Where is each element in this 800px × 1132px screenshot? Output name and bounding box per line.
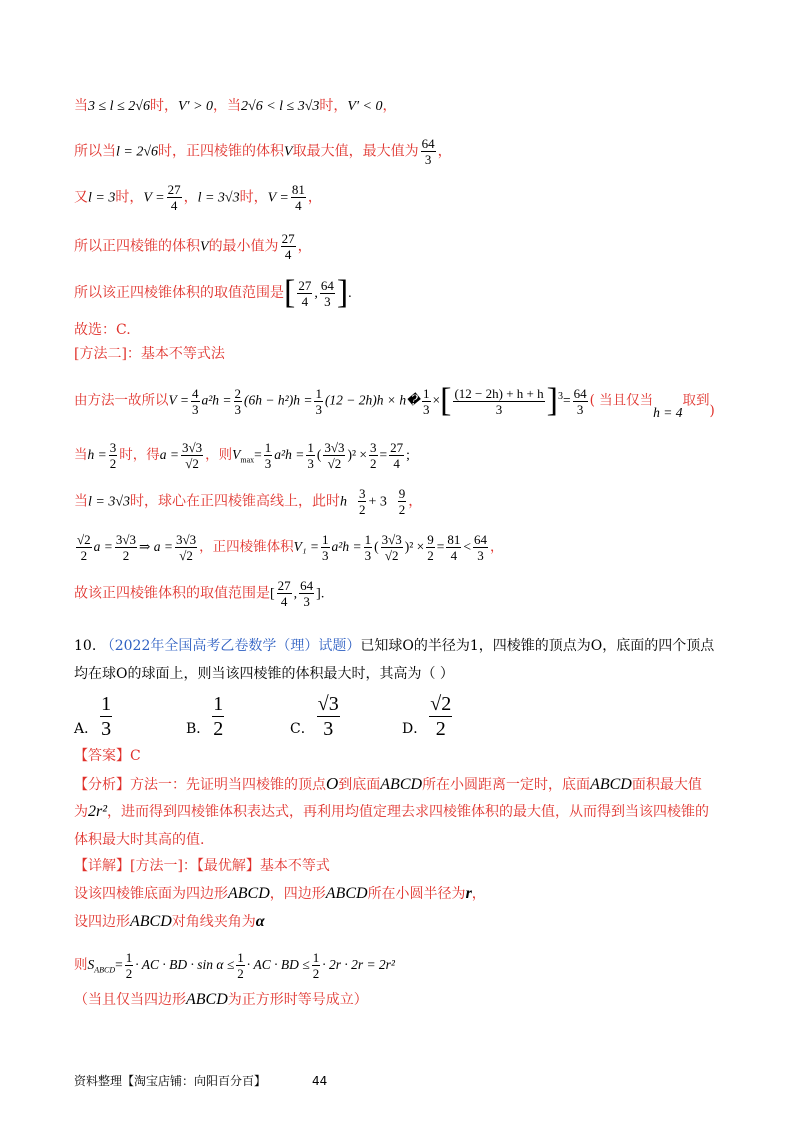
page-number: 44 bbox=[312, 1074, 328, 1088]
line-12 bbox=[74, 578, 324, 609]
math-fragment: 3 bbox=[315, 401, 322, 417]
math-fragment: V bbox=[232, 447, 241, 462]
math-fragment: ，则 bbox=[205, 447, 233, 463]
math-fragment: 【详解】[方法一]：【最优解】基本不等式 bbox=[74, 858, 330, 874]
math-fragment: ，正四棱锥体积 bbox=[199, 539, 294, 555]
math-fragment: (12 − 2h)h × h� bbox=[324, 392, 420, 408]
math-fragment: 2 bbox=[234, 385, 242, 401]
fraction bbox=[291, 182, 306, 213]
step-2 bbox=[74, 912, 265, 932]
math-fragment: · AC · BD ≤ bbox=[246, 957, 310, 972]
detail-heading bbox=[74, 856, 330, 876]
math: V bbox=[284, 144, 293, 160]
math-fragment: 3 bbox=[307, 456, 314, 471]
math-fragment: 2 bbox=[109, 456, 117, 471]
text: 所以正四棱锥的体积 bbox=[74, 238, 200, 255]
question-text: 已知球O的半径为1，四棱锥的顶点为O，底面的四个顶点 bbox=[360, 638, 715, 654]
math-fragment: 64 bbox=[474, 532, 488, 547]
math-fragment: ⇒ a = bbox=[139, 539, 173, 554]
math-fragment: √2 bbox=[327, 456, 342, 471]
math-fragment: = bbox=[115, 957, 123, 972]
fraction bbox=[212, 692, 224, 741]
math-fragment: 3 bbox=[101, 718, 112, 740]
math-fragment: + 3 bbox=[368, 494, 387, 510]
math-fragment: 3 bbox=[264, 456, 272, 471]
math-fragment: r bbox=[465, 885, 472, 902]
math-fragment: 1 bbox=[423, 385, 430, 401]
text: 的最小值为 bbox=[208, 238, 279, 255]
math-fragment: (6h − h²)h = bbox=[244, 392, 313, 408]
math-fragment: 3 bbox=[322, 548, 329, 563]
math-fragment: √2 bbox=[77, 532, 91, 547]
fraction bbox=[281, 231, 296, 262]
math-fragment: 3 bbox=[303, 594, 310, 609]
fraction bbox=[453, 386, 544, 417]
math-fragment: α bbox=[255, 913, 265, 930]
text: 当 bbox=[74, 98, 88, 114]
text: 时， bbox=[239, 189, 268, 206]
math-fragment: 9 bbox=[398, 486, 406, 501]
math-fragment: 【分析】方法一：先证明当四棱锥的顶点 bbox=[74, 777, 326, 793]
bracket: ] bbox=[546, 382, 558, 419]
fraction bbox=[115, 532, 137, 563]
fraction bbox=[389, 440, 404, 471]
question-number: 10. bbox=[74, 638, 97, 654]
math-fragment: a²h = bbox=[331, 539, 362, 554]
math-fragment: = bbox=[436, 539, 445, 554]
option-a bbox=[74, 692, 114, 741]
math: l = 3 bbox=[88, 190, 116, 206]
math-fragment: = bbox=[562, 392, 571, 408]
math-fragment: max bbox=[240, 455, 255, 465]
math-fragment: 27 bbox=[277, 578, 291, 593]
fraction bbox=[320, 278, 335, 309]
math-fragment: 3√3 bbox=[324, 440, 345, 455]
math-fragment: 3√3 bbox=[175, 532, 197, 547]
math-fragment: < bbox=[463, 539, 472, 554]
math-fragment: ; bbox=[406, 447, 410, 462]
math-fragment: = bbox=[254, 447, 262, 462]
line-9 bbox=[74, 440, 410, 471]
fraction bbox=[317, 692, 340, 741]
line-7 bbox=[74, 344, 225, 364]
text: 时， bbox=[115, 189, 144, 206]
math-fragment: ( bbox=[316, 447, 322, 462]
math-fragment: 4 bbox=[170, 198, 178, 213]
text: ， bbox=[307, 189, 322, 206]
text: 所以该正四棱锥体积的取值范围是 bbox=[74, 285, 284, 301]
math-fragment: 2 bbox=[122, 548, 130, 563]
math-fragment: 为正方形时等号成立） bbox=[227, 992, 368, 1008]
math-fragment: 2 bbox=[80, 548, 88, 563]
math-fragment: 1 bbox=[312, 950, 320, 965]
math: 3 ≤ l ≤ 2√6 bbox=[88, 99, 150, 114]
math-fragment: √2 bbox=[185, 456, 199, 471]
fraction bbox=[364, 532, 373, 563]
math: V′ < 0 bbox=[347, 99, 383, 114]
math-fragment: √2 bbox=[430, 693, 452, 715]
analysis-line-2 bbox=[74, 802, 709, 822]
math-fragment: = bbox=[379, 447, 388, 462]
fraction bbox=[421, 136, 436, 167]
line-1 bbox=[74, 96, 396, 117]
math: V = bbox=[267, 190, 289, 206]
math-fragment: ，四边形 bbox=[269, 886, 326, 902]
page-footer bbox=[74, 1072, 327, 1089]
math-fragment: 27 bbox=[390, 440, 404, 455]
line-4 bbox=[74, 231, 312, 262]
fraction bbox=[369, 440, 378, 471]
text: 时， bbox=[149, 98, 178, 114]
math-fragment: 3√3 bbox=[115, 532, 137, 547]
math-fragment: 4 bbox=[295, 198, 302, 213]
math-fragment: ABCD bbox=[590, 776, 632, 793]
math-fragment: ， bbox=[408, 493, 423, 510]
math-fragment: 3 bbox=[495, 401, 503, 417]
math-fragment: 27 bbox=[298, 277, 312, 293]
math-fragment: 4 bbox=[393, 456, 400, 471]
question-10-line-2 bbox=[74, 664, 454, 684]
options-row bbox=[74, 692, 734, 740]
math-fragment: 64 bbox=[320, 277, 334, 293]
fraction bbox=[398, 486, 407, 517]
bracket: [ bbox=[440, 382, 452, 419]
math-fragment: 3 bbox=[323, 718, 334, 740]
fraction bbox=[234, 386, 243, 417]
fraction bbox=[264, 440, 273, 471]
math-fragment: 设四边形 bbox=[74, 914, 130, 930]
fraction bbox=[297, 278, 312, 309]
math-fragment: 1 bbox=[125, 950, 133, 965]
math-fragment: （当且仅当四边形 bbox=[74, 992, 186, 1008]
line-3 bbox=[74, 182, 322, 213]
footer-text: 资料整理【淘宝店铺：向阳百分百】 bbox=[74, 1074, 267, 1088]
fraction bbox=[125, 950, 134, 981]
math-fragment: 2 bbox=[125, 966, 133, 981]
math-fragment: 1 bbox=[264, 440, 272, 455]
math-fragment: a = bbox=[159, 447, 179, 462]
math-fragment: 64 bbox=[573, 385, 587, 401]
math-fragment: 2 bbox=[358, 502, 366, 517]
math-fragment: 3√3 bbox=[381, 532, 402, 547]
math-fragment: 时，得 bbox=[119, 447, 160, 463]
math-fragment: 所在小圆半径为 bbox=[367, 886, 466, 902]
math-fragment: 4 bbox=[192, 385, 199, 401]
fraction bbox=[473, 532, 488, 563]
math-fragment: O bbox=[326, 774, 339, 793]
math-fragment: 3 bbox=[477, 548, 484, 563]
math-fragment: 3 bbox=[364, 548, 372, 563]
math-fragment: a²h = bbox=[274, 447, 305, 462]
fraction bbox=[109, 440, 118, 471]
math-fragment: S bbox=[87, 957, 95, 972]
math-fragment: 3 bbox=[423, 401, 430, 417]
fraction bbox=[314, 386, 323, 417]
math-fragment: 4 bbox=[280, 594, 288, 609]
math-fragment: ABCD bbox=[325, 885, 368, 902]
math-fragment: 1 bbox=[213, 693, 224, 715]
math-fragment: 27 bbox=[281, 231, 295, 246]
text: . bbox=[348, 286, 352, 301]
text: ， bbox=[297, 238, 312, 255]
math-fragment: 2 bbox=[398, 502, 406, 517]
step-1 bbox=[74, 884, 486, 904]
math-fragment: 81 bbox=[447, 532, 461, 547]
math-fragment: 所在小圆距离一定时，底面 bbox=[422, 777, 591, 793]
math-fragment: 1 bbox=[315, 385, 322, 401]
math-fragment: ( 当且仅当 bbox=[589, 392, 654, 409]
math-fragment: 2 bbox=[370, 456, 377, 471]
math-fragment: ) bbox=[709, 402, 715, 419]
math-fragment: 81 bbox=[291, 182, 305, 197]
math-fragment: 1 bbox=[237, 950, 244, 965]
fraction bbox=[426, 532, 435, 563]
math-fragment: 3√3 bbox=[182, 440, 203, 455]
fraction bbox=[306, 440, 315, 471]
fraction bbox=[321, 532, 330, 563]
text: 所以当 bbox=[74, 143, 116, 160]
math-fragment: 64 bbox=[421, 136, 435, 151]
math-fragment: 到底面 bbox=[338, 777, 381, 793]
math-fragment: 4 bbox=[450, 548, 458, 563]
math-fragment: ABCD bbox=[94, 965, 116, 975]
fraction bbox=[429, 692, 452, 741]
math-fragment: 3 bbox=[192, 401, 199, 417]
math-fragment: B． bbox=[186, 720, 211, 737]
math-fragment: 当 bbox=[74, 447, 88, 463]
math: l = 2√6 bbox=[116, 144, 159, 160]
math-fragment: 2 bbox=[435, 718, 446, 740]
answer-line bbox=[74, 746, 141, 766]
math-fragment: · 2r · 2r = 2r² bbox=[322, 957, 395, 972]
fraction bbox=[175, 532, 197, 563]
math-fragment: ABCD bbox=[228, 885, 270, 902]
line-6 bbox=[74, 320, 131, 340]
math-fragment: h = bbox=[87, 447, 107, 462]
question-source: （2022年全国高考乙卷数学（理）试题） bbox=[100, 638, 361, 654]
math-fragment: (12 − 2h) + h + h bbox=[454, 385, 544, 401]
math: V = bbox=[143, 190, 165, 206]
math-fragment: ABCD bbox=[380, 776, 423, 793]
step-3 bbox=[74, 950, 395, 981]
right-bracket: ] bbox=[336, 274, 349, 311]
math-fragment: V₁ = bbox=[293, 539, 320, 554]
math-fragment: 9 bbox=[427, 532, 434, 547]
text: 时，正四棱锥的体积 bbox=[158, 143, 285, 160]
math-fragment: 1 bbox=[322, 532, 329, 547]
line-8 bbox=[74, 384, 715, 418]
math: V′ > 0 bbox=[177, 99, 214, 114]
math-fragment: 3 bbox=[234, 401, 242, 417]
math-fragment: ( bbox=[374, 539, 379, 554]
math-fragment: 3 bbox=[370, 440, 377, 455]
text: 故选：C. bbox=[74, 322, 131, 338]
math-fragment: )² × bbox=[404, 539, 425, 554]
fraction bbox=[323, 440, 345, 471]
math-fragment: 为 bbox=[74, 804, 88, 820]
math-fragment: √2 bbox=[179, 548, 193, 563]
math-fragment: 时，球心在正四棱锥高线上，此时 bbox=[130, 493, 341, 510]
fraction bbox=[191, 386, 200, 417]
fraction bbox=[446, 532, 461, 563]
math-fragment: 1 bbox=[364, 532, 372, 547]
math-fragment: 3 bbox=[424, 152, 432, 167]
math-fragment: C． bbox=[290, 720, 315, 737]
text: 取最大值，最大值为 bbox=[292, 143, 419, 160]
option-d bbox=[402, 692, 454, 741]
math-fragment: A． bbox=[74, 720, 99, 737]
math-fragment: )² × bbox=[347, 447, 368, 462]
math-fragment: h bbox=[340, 494, 348, 510]
question-text: 均在球O的球面上，则当该四棱锥的体积最大时，其高为（ ） bbox=[74, 666, 454, 682]
text: ， bbox=[382, 98, 397, 114]
math-fragment: ABCD bbox=[186, 991, 228, 1008]
line-10 bbox=[74, 486, 422, 517]
fraction bbox=[381, 532, 403, 563]
fraction bbox=[100, 692, 112, 741]
fraction bbox=[299, 578, 314, 609]
math-fragment: 则 bbox=[74, 957, 88, 973]
line-11 bbox=[74, 532, 504, 563]
math-fragment: , bbox=[293, 586, 298, 602]
math-fragment: 3 bbox=[557, 391, 563, 402]
analysis-line-3 bbox=[74, 830, 204, 850]
math-fragment: 当 bbox=[74, 493, 88, 510]
math-fragment: 2 bbox=[213, 718, 224, 740]
math-fragment: D． bbox=[402, 720, 428, 737]
math-fragment: 2r² bbox=[88, 803, 108, 820]
math-fragment: × bbox=[432, 392, 441, 408]
math-fragment: · AC · BD · sin α ≤ bbox=[135, 957, 235, 972]
fraction bbox=[76, 532, 92, 563]
math-fragment: l = 3√3 bbox=[88, 494, 131, 510]
fraction bbox=[422, 386, 431, 417]
math-fragment: 4 bbox=[301, 293, 309, 309]
math-fragment: a²h = bbox=[201, 392, 232, 408]
text: [方法二]：基本不等式法 bbox=[74, 346, 225, 362]
math-fragment: ，进而得到四棱锥体积表达式，再利用均值定理去求四棱锥体积的最大值，从而得到当该四棱锥的 bbox=[107, 804, 710, 820]
math-fragment: 3 bbox=[324, 293, 331, 309]
math-fragment: 2 bbox=[427, 548, 434, 563]
fraction bbox=[277, 578, 292, 609]
option-c bbox=[290, 692, 342, 741]
math-fragment: 面积最大值 bbox=[631, 777, 702, 793]
option-b bbox=[186, 692, 226, 741]
math-fragment: ]. bbox=[316, 586, 325, 602]
math-fragment: 设该四棱锥底面为四边形 bbox=[74, 886, 228, 902]
math-fragment: 3 bbox=[109, 440, 117, 455]
line-5: 所以该正四棱锥体积的取值范围是[ $\frac{27}{4}$ , $\frac{64}{3}$ ]. bbox=[74, 274, 352, 311]
math: V bbox=[200, 239, 209, 255]
math-fragment: 对角线夹角为 bbox=[171, 914, 256, 930]
line-2 bbox=[74, 136, 452, 167]
math-fragment: 1 bbox=[307, 440, 314, 455]
math-fragment: 2 bbox=[237, 966, 244, 981]
math-fragment: V = bbox=[168, 392, 189, 408]
math-fragment: 1 bbox=[101, 693, 112, 715]
math-fragment: h = 4 bbox=[653, 404, 683, 420]
math-fragment: √2 bbox=[384, 548, 399, 563]
answer-text: 【答案】C bbox=[74, 748, 141, 764]
fraction bbox=[573, 386, 588, 417]
fraction bbox=[167, 182, 182, 213]
math-fragment: 体积最大时其高的值. bbox=[74, 832, 205, 848]
math-fragment: 4 bbox=[284, 247, 292, 262]
left-bracket: [ bbox=[284, 274, 296, 311]
question-10-line-1 bbox=[74, 636, 714, 656]
math-fragment: a = bbox=[93, 539, 113, 554]
math-fragment: ， bbox=[490, 539, 504, 555]
math: 2√6 < l ≤ 3√3 bbox=[241, 99, 320, 114]
math-fragment: ABCD bbox=[130, 913, 172, 930]
analysis-line-1 bbox=[74, 774, 702, 795]
fraction bbox=[358, 486, 367, 517]
text: ， bbox=[437, 143, 452, 160]
math-fragment: 3 bbox=[358, 486, 366, 501]
fraction bbox=[181, 440, 203, 471]
fraction bbox=[312, 950, 321, 981]
text: ，当 bbox=[213, 98, 242, 114]
math-fragment: 2 bbox=[312, 966, 320, 981]
math-fragment: 64 bbox=[300, 578, 314, 593]
math-fragment: √3 bbox=[317, 693, 339, 715]
text: 时， bbox=[319, 98, 348, 114]
math-fragment: ， bbox=[471, 886, 486, 902]
math-fragment: 故该正四棱锥体积的取值范围是 bbox=[74, 585, 270, 602]
math-fragment: 取到 bbox=[682, 392, 710, 409]
text: ， bbox=[183, 189, 198, 206]
math-fragment: 3 bbox=[576, 401, 584, 417]
text: 由方法一故所以 bbox=[74, 392, 169, 409]
step-4 bbox=[74, 990, 368, 1010]
math: l = 3√3 bbox=[197, 190, 240, 206]
fraction bbox=[236, 950, 245, 981]
math-fragment: 27 bbox=[167, 182, 181, 197]
text: 又 bbox=[74, 189, 88, 206]
math-fragment: [ bbox=[270, 586, 275, 602]
